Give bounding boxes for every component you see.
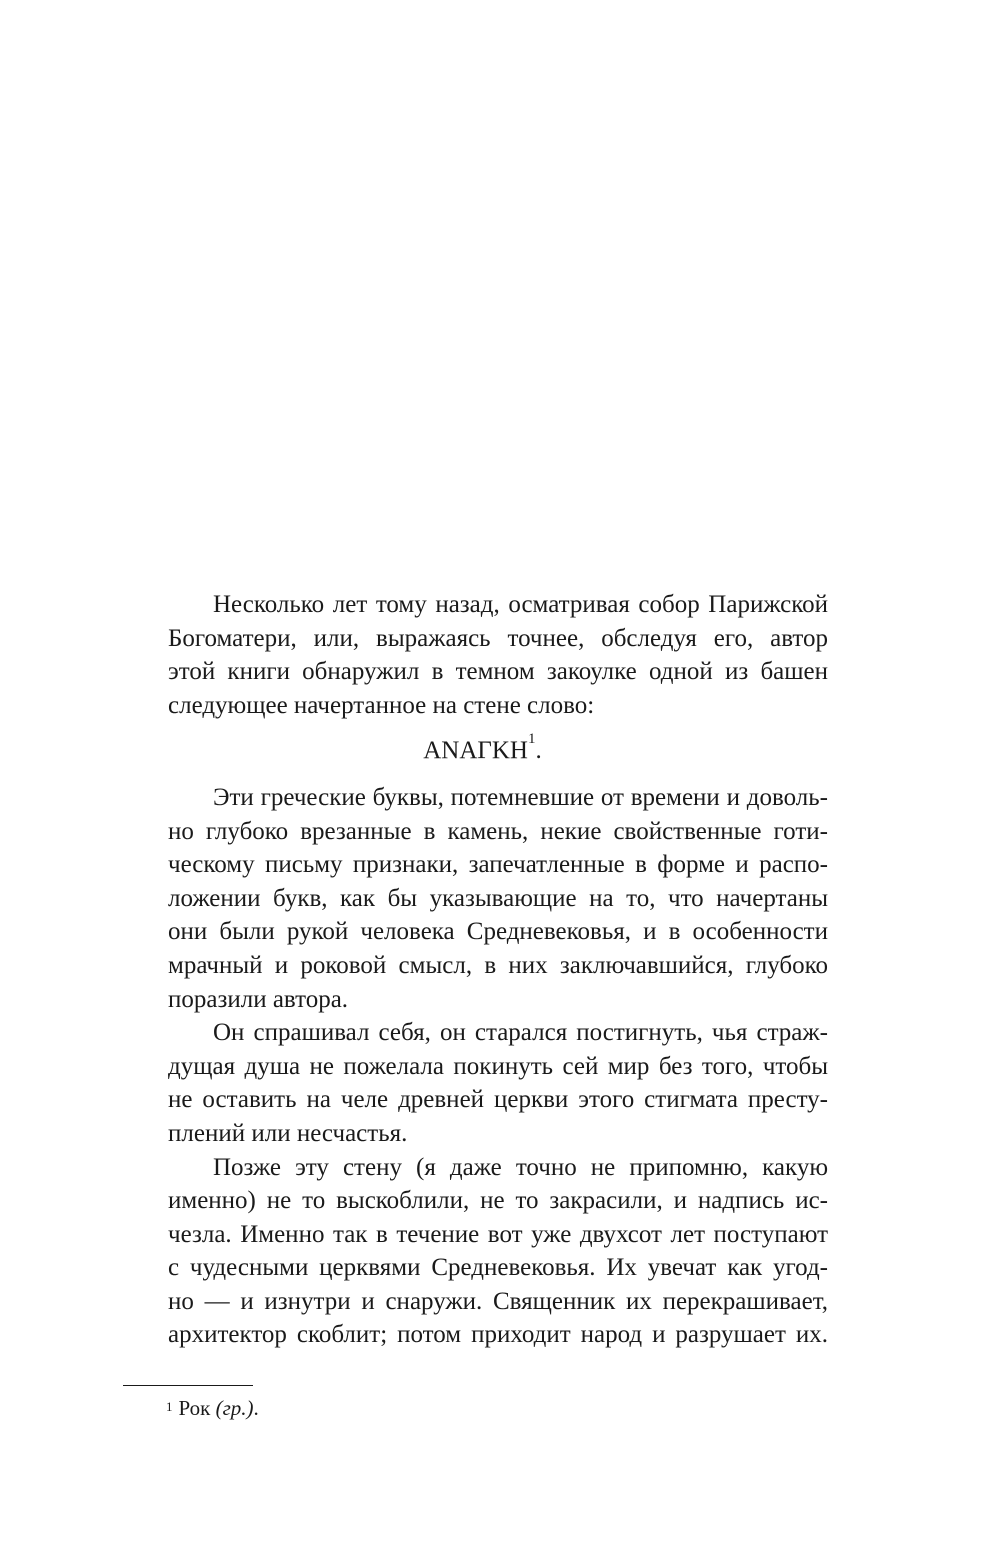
footnote-note: (гр.)	[215, 1396, 254, 1420]
text-line: с чудесными церквями Средневековья. Их увечат как угод-	[168, 1254, 828, 1282]
text-line: ложении букв, как бы указывающие на то, что начертаны	[168, 884, 828, 912]
text-line: Он спрашивал себя, он старался постигнуть, чья страж-	[213, 1019, 828, 1047]
text-line: чезла. Именно так в течение вот уже двухсот лет поступают	[168, 1220, 828, 1248]
inscription-punct: .	[535, 737, 542, 765]
text-line: ческому письму признаки, запечатленные в форме и распо-	[168, 851, 828, 879]
text-line: этой книги обнаружил в темном закоулке одной из башен	[168, 658, 828, 686]
text-line: они были рукой человека Средневековья, и в особенности	[168, 918, 828, 946]
footnote	[166, 1394, 259, 1422]
text-line: не оставить на челе древней церкви этого стигмата престу-	[168, 1086, 828, 1114]
text-line: поразили автора.	[168, 985, 349, 1013]
footnote-divider	[123, 1385, 253, 1386]
paragraph-2	[123, 781, 828, 1016]
text-line: плений или несчастья.	[168, 1119, 408, 1147]
footnote-mark: 1	[166, 1399, 173, 1414]
paragraph-3	[123, 1016, 828, 1150]
text-line: именно) не то выскоблили, не то закрасили, и надпись ис-	[168, 1187, 828, 1215]
inscription-heading	[123, 731, 828, 768]
text-line: Богоматери, или, выражаясь точнее, обследуя его, автор	[168, 624, 828, 652]
paragraph-1	[123, 588, 828, 722]
text-line: Эти греческие буквы, потемневшие от времени и доволь-	[213, 783, 828, 811]
text-line: Позже эту стену (я даже точно не припомню, какую	[213, 1153, 828, 1181]
text-line: дущая душа не пожелала покинуть сей мир без того, чтобы	[168, 1052, 828, 1080]
inscription-word: ΑΝΑΓΚΗ	[423, 737, 528, 765]
footnote-punct: .	[253, 1396, 259, 1420]
text-line: архитектор скоблит; потом приходит народ и разрушает их.	[168, 1321, 828, 1349]
main-text	[123, 588, 828, 1352]
text-line: Несколько лет тому назад, осматривая собор Парижской	[213, 591, 828, 618]
text-line: следующее начертанное на стене слово:	[168, 691, 595, 719]
paragraph-4	[123, 1151, 828, 1353]
text-line: но глубоко врезанные в камень, некие свойственные готи-	[168, 817, 828, 845]
text-line: мрачный и роковой смысл, в них заключавшийся, глубоко	[168, 951, 828, 979]
footnote-reference: 1	[527, 731, 536, 748]
text-line: но — и изнутри и снаружи. Священник их перекрашивает,	[168, 1287, 828, 1315]
footnote-text: Рок	[178, 1396, 216, 1420]
